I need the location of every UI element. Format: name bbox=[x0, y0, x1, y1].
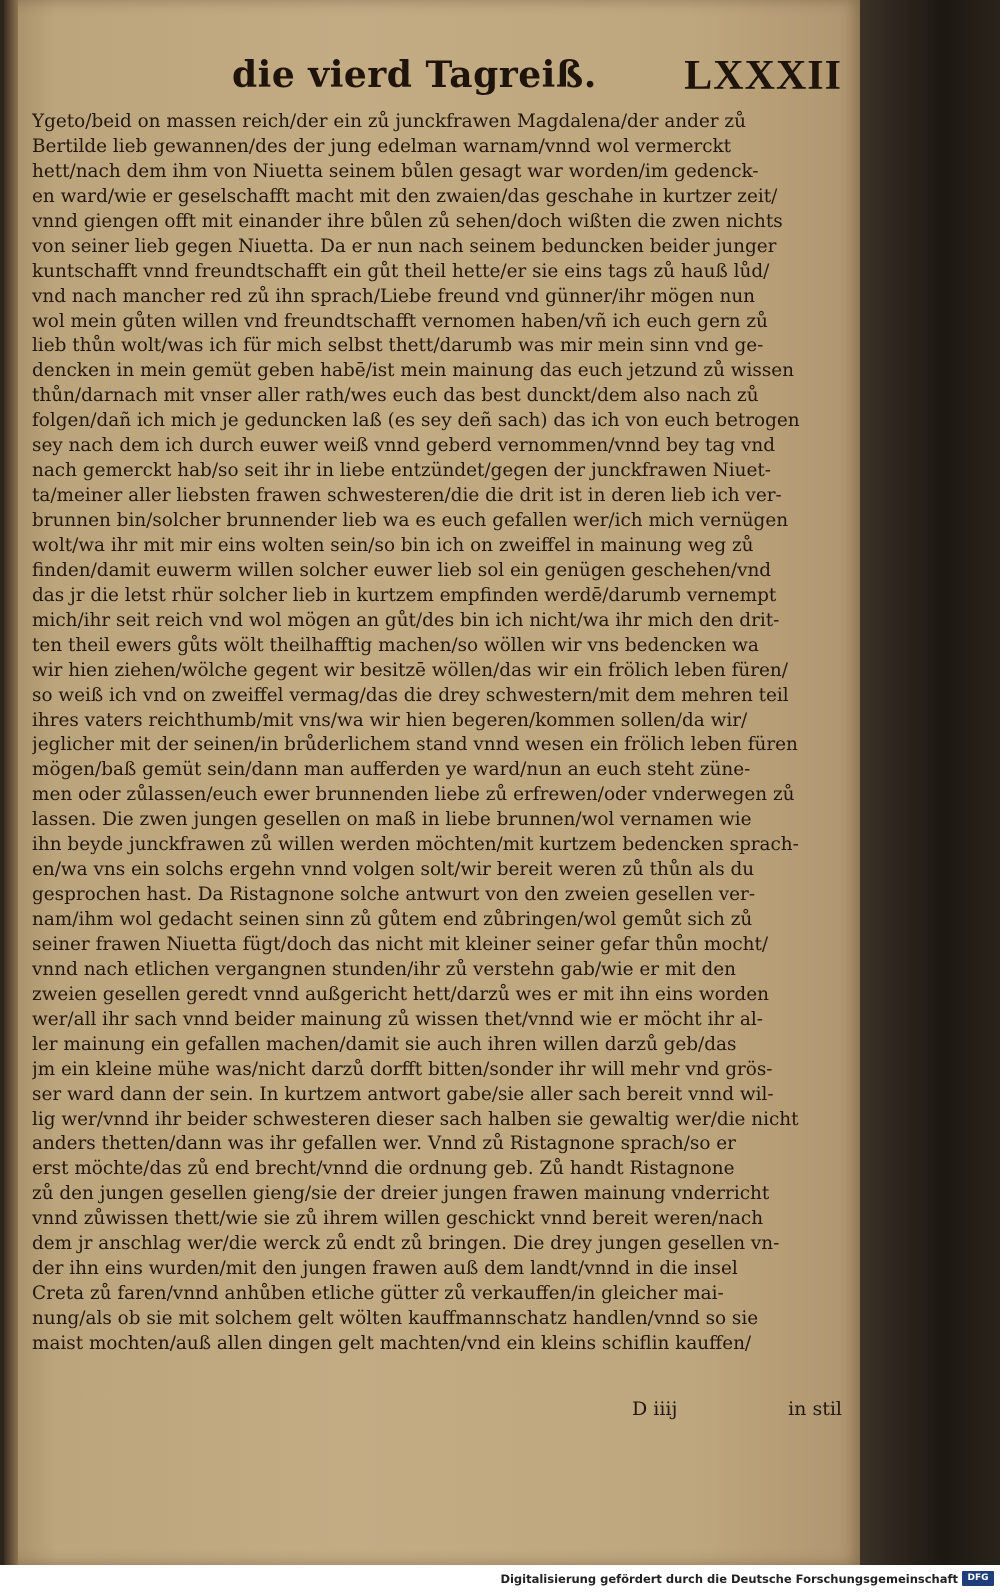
text-line: von seiner lieb gegen Niuetta. Da er nun nach seinem beduncken beider junger bbox=[32, 235, 777, 257]
facing-page-edge bbox=[860, 0, 1000, 1565]
text-line: ihn beyde junckfrawen zů willen werden möchten/mit kurtzem bedencken sprach- bbox=[32, 834, 799, 856]
book-page bbox=[4, 0, 860, 1565]
text-line: nung/als ob sie mit solchem gelt wölten kauffmannschatz handlen/vnnd so sie bbox=[32, 1308, 759, 1329]
text-line: das jr die letst rhür solcher lieb in kurtzem empfinden werdē/darumb vernempt bbox=[32, 584, 777, 606]
text-line: Ygeto/beid on massen reich/der ein zů junckfrawen Magdalena/der ander zů bbox=[32, 111, 746, 132]
text-line: finden/damit euwerm willen solcher euwer lieb sol ein genügen geschehen/vnd bbox=[32, 559, 772, 581]
signature-mark: D iiij bbox=[632, 1398, 678, 1420]
text-line: lassen. Die zwen jungen gesellen on maß in liebe brunnen/wol vernamen wie bbox=[32, 809, 752, 831]
page-header bbox=[232, 50, 842, 110]
text-line: jm ein kleine mühe was/nicht darzů dorfft bitten/sonder ihr will mehr vnd grös- bbox=[32, 1058, 773, 1080]
text-line: vnnd giengen offt mit einander ihre bůlen zů sehen/doch wißten die zwen nichts bbox=[32, 210, 783, 232]
text-line: dencken in mein gemüt geben habē/ist mein mainung das euch jetzund zů wissen bbox=[32, 360, 795, 382]
text-line: wol mein gůten willen vnd freundtschafft vernomen haben/vñ ich euch gern zů bbox=[32, 310, 768, 332]
text-line: mögen/baß gemüt sein/dann man aufferden ye ward/nun an euch steht züne- bbox=[32, 759, 751, 781]
text-line: gesprochen hast. Da Ristagnone solche antwurt von den zweien gesellen ver- bbox=[32, 884, 756, 906]
text-line: zweien gesellen geredt vnnd außgericht hett/darzů wes er mit ihn eins worden bbox=[32, 983, 769, 1005]
dfg-logo-icon: DFG bbox=[962, 1571, 994, 1586]
text-line: ten theil ewers gůts wölt theilhafftig machen/so wöllen wir vns bedencken wa bbox=[32, 634, 759, 656]
text-line: erst möchte/das zů end brecht/vnnd die ordnung geb. Zů handt Ristagnone bbox=[32, 1158, 735, 1180]
text-line: kuntschafft vnnd freundtschafft ein gůt theil hette/er sie eins tags zů hauß lůd/ bbox=[32, 260, 770, 282]
text-line: vnd nach mancher red zů ihn sprach/Liebe freund vnd günner/ihr mögen nun bbox=[32, 285, 756, 307]
text-line: anders thetten/dann was ihr gefallen wer. Vnnd zů Ristagnone sprach/so er bbox=[32, 1133, 736, 1155]
text-line: brunnen bin/solcher brunnender lieb wa es euch gefallen wer/ich mich vernügen bbox=[32, 510, 789, 531]
text-line: seiner frawen Niuetta fügt/doch das nicht mit kleiner seiner gefar thůn mocht/ bbox=[32, 933, 769, 955]
text-line: nach gemerckt hab/so seit ihr in liebe entzündet/gegen der junckfrawen Niuet- bbox=[32, 460, 771, 482]
text-line: jeglicher mit der seinen/in brůderlichem stand vnnd wesen ein frölich leben füren bbox=[32, 734, 798, 756]
text-line: folgen/dañ ich mich je geduncken laß (es sey deñ sach) das ich von euch betrogen bbox=[32, 410, 800, 432]
text-line: mich/ihr seit reich vnd wol mögen an gůt/des bin ich nicht/wa ihr mich den drit- bbox=[32, 609, 780, 631]
text-line: wolt/wa ihr mit mir eins wolten sein/so bin ich on zweiffel in mainung weg zů bbox=[32, 534, 754, 556]
text-line: zů den jungen gesellen gieng/sie der dreier jungen frawen mainung vnderricht bbox=[32, 1183, 770, 1205]
text-line: ser ward dann der sein. In kurtzem antwort gabe/sie aller sach bereit vnnd wil- bbox=[32, 1083, 774, 1105]
funding-note: Digitalisierung gefördert durch die Deutsche Forschungsgemeinschaft bbox=[500, 1572, 958, 1586]
text-line: der ihn eins wurden/mit den jungen frawen auß dem landt/vnnd in die insel bbox=[32, 1258, 738, 1280]
text-line: vnnd nach etlichen vergangnen stunden/ihr zů verstehn gab/wie er mit den bbox=[32, 958, 736, 980]
text-line: lig wer/vnnd ihr beider schwesteren dieser sach halben sie gewaltig wer/die nicht bbox=[32, 1108, 799, 1130]
text-line: wir hien ziehen/wölche gegent wir besitzē wöllen/das wir ein frölich leben füren/ bbox=[32, 659, 788, 681]
page-gutter bbox=[4, 0, 18, 1565]
running-title: die vierd Tagreiß. bbox=[232, 54, 597, 96]
digitization-footer bbox=[0, 1565, 1000, 1593]
text-line: thůn/darnach mit vnser aller rath/wes euch das best dunckt/dem also nach zů bbox=[32, 385, 759, 407]
text-line: so weiß ich vnd on zweiffel vermag/das die drey schwestern/mit dem mehren teil bbox=[32, 684, 789, 706]
text-line: Creta zů faren/vnnd anhůben etliche gütter zů verkauffen/in gleicher mai- bbox=[32, 1283, 724, 1305]
text-line: ta/meiner aller liebsten frawen schwesteren/die die drit ist in deren lieb ich ver- bbox=[32, 485, 782, 507]
text-line: lieb thůn wolt/was ich für mich selbst thett/darumb was mir mein sinn vnd ge- bbox=[32, 335, 764, 357]
text-line: Bertilde lieb gewannen/des der jung edelman warnam/vnnd wol vermerckt bbox=[32, 135, 732, 157]
text-line: wer/all ihr sach vnnd beider mainung zů wissen thet/vnnd wie er möcht ihr al- bbox=[32, 1008, 763, 1030]
text-line: hett/nach dem ihm von Niuetta seinem bůlen gesagt war worden/im gedenck- bbox=[32, 160, 759, 182]
text-line: en ward/wie er geselschafft macht mit den zwaien/das geschahe in kurtzer zeit/ bbox=[32, 185, 778, 207]
text-line: ihres vaters reichthumb/mit vns/wa wir hien begeren/kommen sollen/da wir/ bbox=[32, 709, 748, 731]
text-line: ler mainung ein gefallen machen/damit sie auch ihren willen darzů geb/das bbox=[32, 1033, 737, 1055]
text-line: nam/ihm wol gedacht seinen sinn zů gůtem end zůbringen/wol gemůt sich zů bbox=[32, 909, 753, 930]
page-footer-line bbox=[632, 1398, 842, 1424]
text-line: en/wa vns ein solchs ergehn vnnd volgen solt/wir bereit weren zů thůn als du bbox=[32, 859, 755, 881]
text-line: vnnd zůwissen thett/wie sie zů ihrem willen geschickt vnnd bereit weren/nach bbox=[32, 1208, 764, 1230]
text-line: sey nach dem ich durch euwer weiß vnnd geberd vernommen/vnnd bey tag vnd bbox=[32, 435, 775, 457]
body-text bbox=[32, 110, 844, 1357]
text-line: men oder zůlassen/euch ewer brunnenden liebe zů erfrewen/oder vnderwegen zů bbox=[32, 784, 795, 806]
text-line: maist mochten/auß allen dingen gelt machten/vnd ein kleins schiflin kauffen/ bbox=[32, 1332, 752, 1354]
text-line: dem jr anschlag wer/die werck zů endt zů bringen. Die drey jungen gesellen vn- bbox=[32, 1233, 780, 1255]
catchword: in stil bbox=[788, 1398, 842, 1420]
folio-number: LXXXII bbox=[684, 53, 842, 99]
